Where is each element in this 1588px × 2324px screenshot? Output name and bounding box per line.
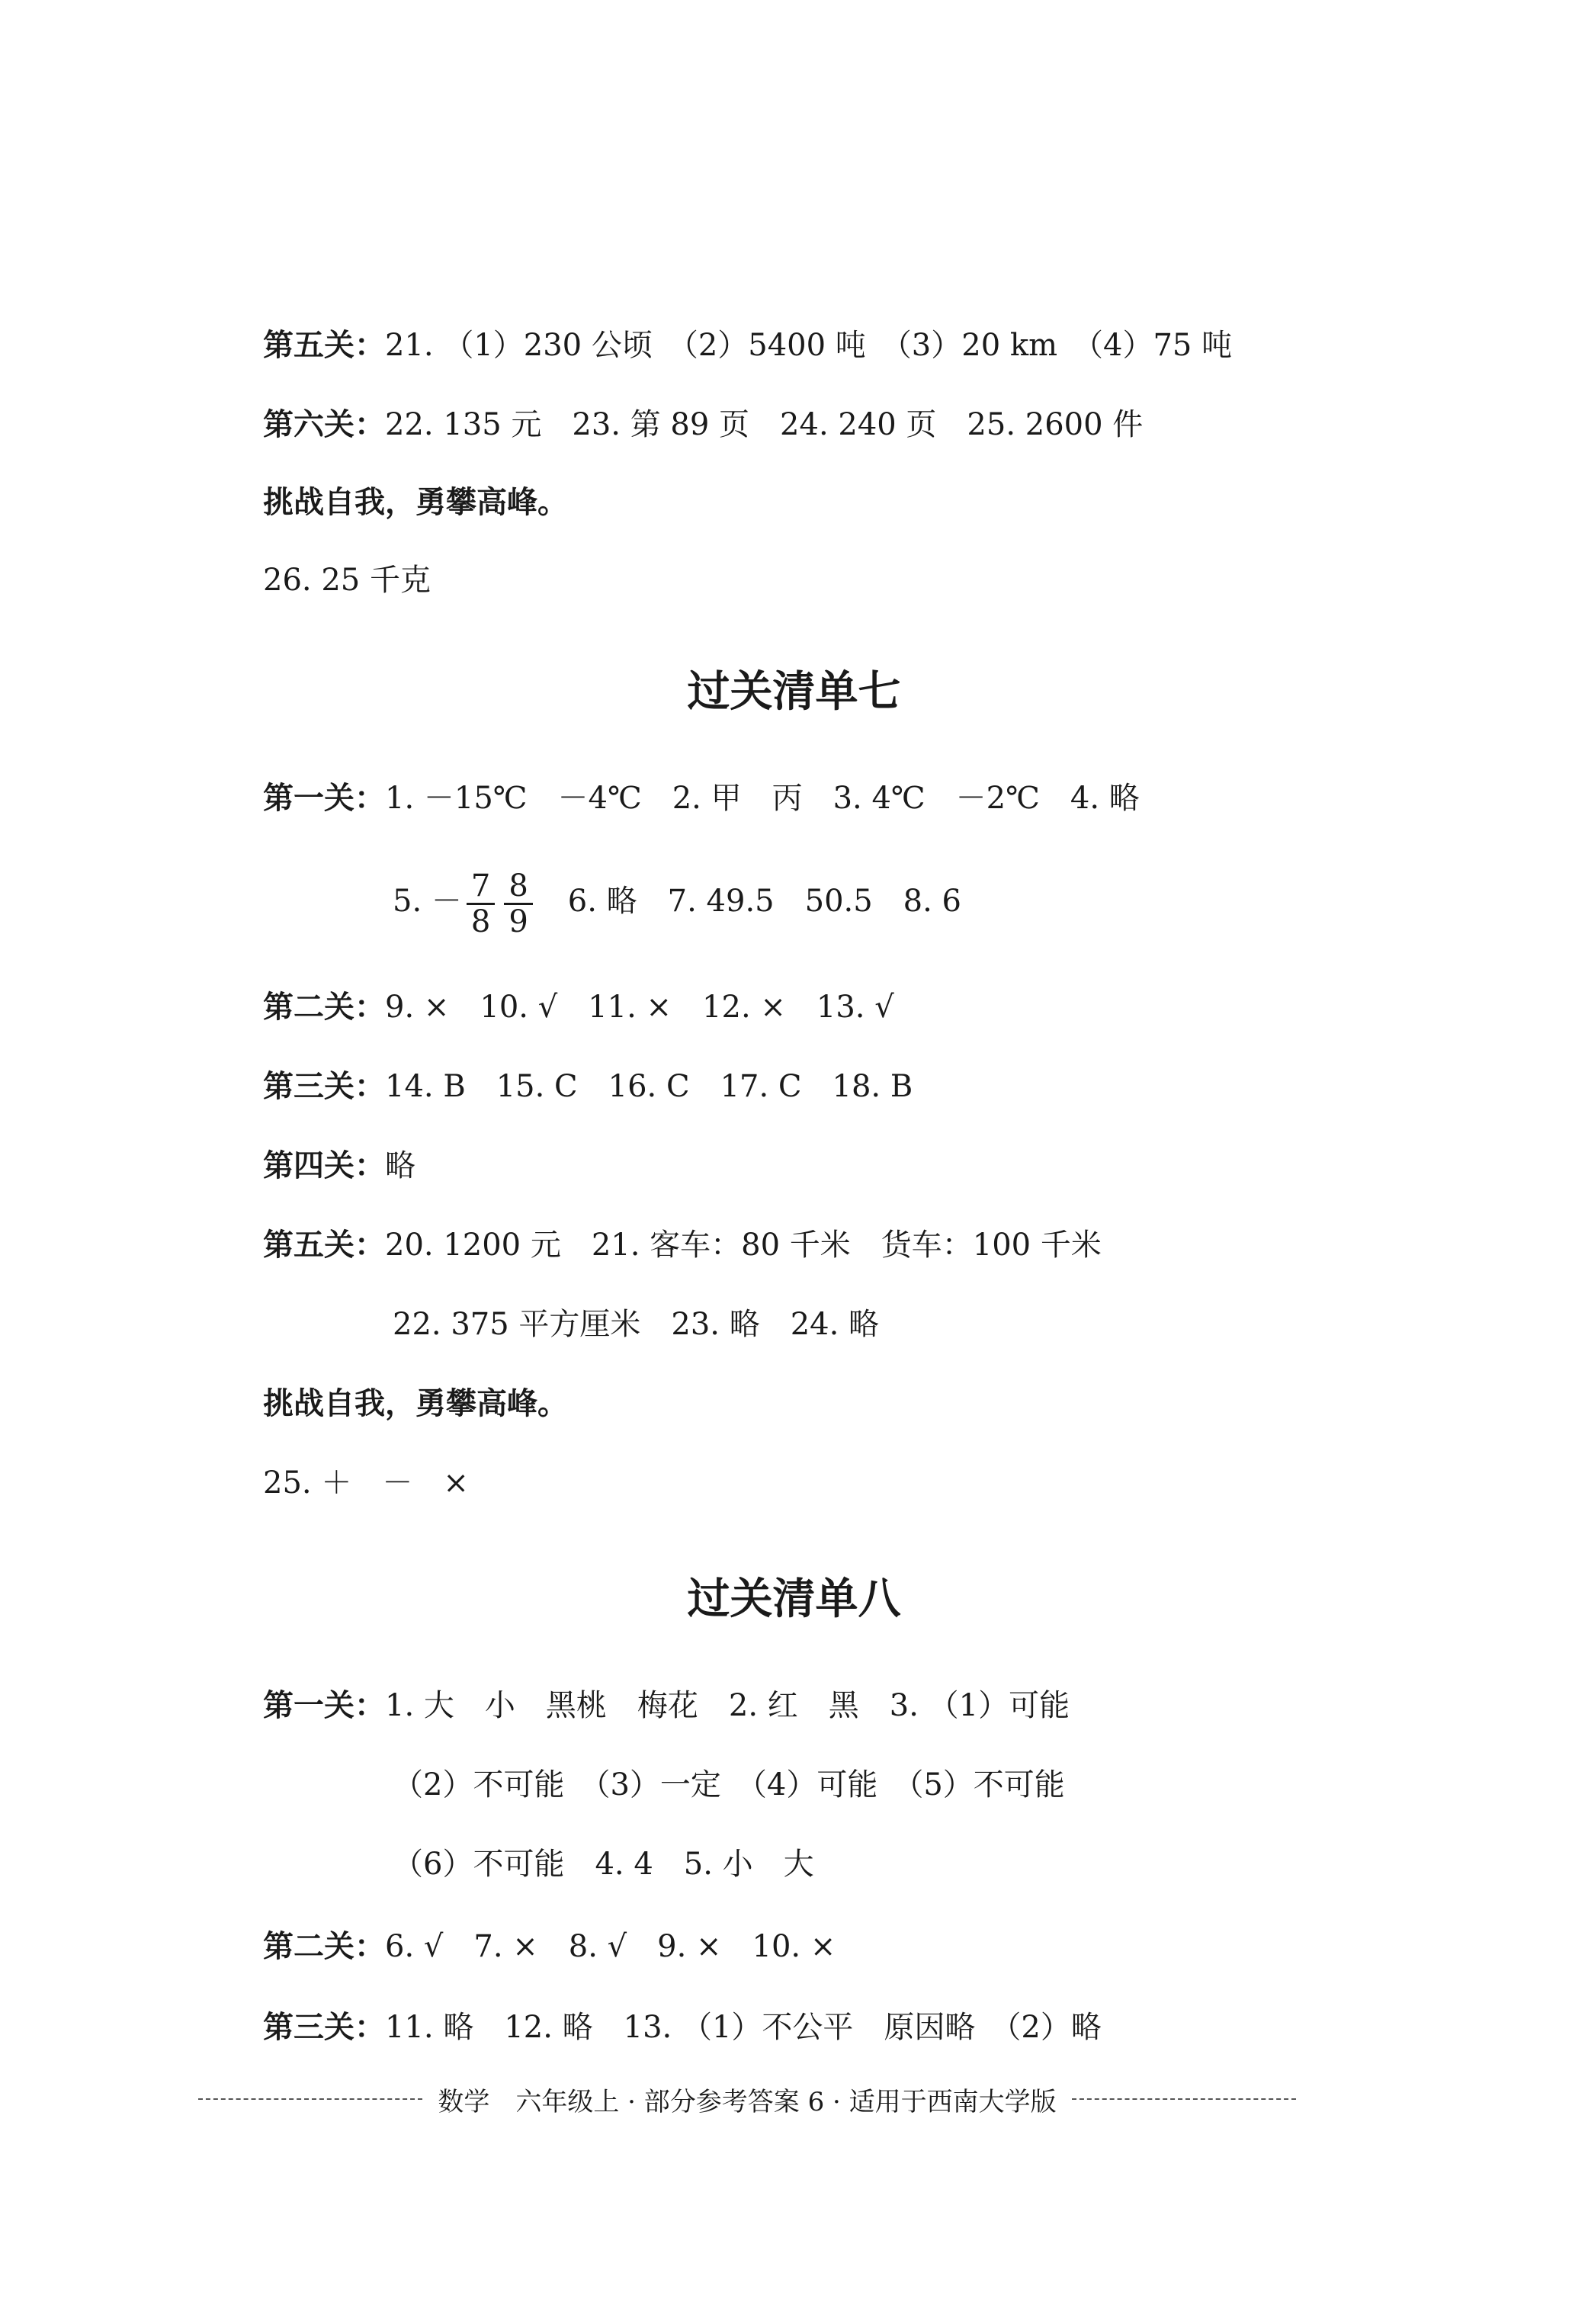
fraction-denominator: 9: [508, 904, 528, 939]
answer-text: 14. B 15. C 16. C 17. C 18. B: [385, 1069, 913, 1104]
answer-text: 6. √ 7. × 8. √ 9. × 10. ×: [385, 1929, 836, 1964]
fraction-numerator: 7: [467, 869, 495, 905]
answer-text: 20. 1200 元 21. 客车：80 千米 货车：100 千米: [385, 1228, 1102, 1263]
level-label: 第六关：: [263, 407, 385, 442]
answer-line: [263, 2001, 1102, 2054]
level-label: 第四关：: [263, 1148, 385, 1183]
level-label: 第一关：: [263, 1688, 385, 1723]
answer-text: 6. 略 7. 49.5 50.5 8. 6: [567, 884, 962, 919]
section-title: 过关清单七: [687, 666, 901, 717]
level-label: 第五关：: [263, 328, 385, 363]
answer-text: 9. × 10. √ 11. × 12. × 13. √: [385, 990, 894, 1025]
level-label: 第二关：: [263, 1929, 385, 1964]
level-label: 第二关：: [263, 990, 385, 1025]
answer-line: [263, 1139, 415, 1192]
answer-text: 1. －15℃ －4℃ 2. 甲 丙 3. 4℃ －2℃ 4. 略: [385, 781, 1140, 816]
answer-line: （6）不可能 4. 4 5. 小 大: [393, 1847, 814, 1882]
answer-line: （2）不可能 （3）一定 （4）可能 （5）不可能: [393, 1767, 1065, 1802]
answer-line-fractions: [393, 863, 961, 939]
fraction: [504, 869, 532, 939]
answer-text: 21. （1）230 公顷 （2）5400 吨 （3）20 km （4）75 吨: [385, 328, 1233, 363]
answer-line: [263, 319, 1232, 372]
answer-line: [263, 1920, 836, 1973]
answer-line: 22. 375 平方厘米 23. 略 24. 略: [393, 1307, 880, 1342]
answer-text: 1. 大 小 黑桃 梅花 2. 红 黑 3. （1）可能: [385, 1688, 1070, 1723]
answer-line: [263, 1679, 1070, 1732]
level-label: 第三关：: [263, 2010, 385, 2045]
challenge-label: 挑战自我，勇攀高峰。: [263, 485, 568, 520]
answer-line: [263, 772, 1140, 825]
answer-text: 22. 135 元 23. 第 89 页 24. 240 页 25. 2600 件: [385, 407, 1144, 442]
level-label: 第一关：: [263, 781, 385, 816]
level-label: 第三关：: [263, 1069, 385, 1104]
answer-text: 略: [385, 1148, 415, 1183]
challenge-answer: 26. 25 千克: [263, 563, 431, 598]
answer-line: [263, 1218, 1102, 1272]
answer-line: [263, 398, 1143, 451]
level-label: 第五关：: [263, 1228, 385, 1263]
challenge-label: 挑战自我，勇攀高峰。: [263, 1386, 568, 1421]
challenge-answer: 25. ＋ － ×: [263, 1465, 469, 1501]
section-title: 过关清单八: [687, 1574, 901, 1624]
answer-line: [263, 1060, 913, 1113]
footer-divider: [198, 2098, 422, 2100]
fraction: [467, 869, 495, 939]
answer-text: 5. －: [393, 884, 462, 919]
answer-text: 11. 略 12. 略 13. （1）不公平 原因略 （2）略: [385, 2010, 1102, 2045]
answer-line: [263, 981, 894, 1034]
footer-text: 数学 六年级上 · 部分参考答案 6 · 适用于西南大学版: [438, 2086, 1057, 2117]
footer-divider: [1072, 2098, 1296, 2100]
page-footer: [198, 2080, 1296, 2118]
fraction-denominator: 8: [470, 904, 491, 939]
fraction-numerator: 8: [504, 869, 532, 905]
